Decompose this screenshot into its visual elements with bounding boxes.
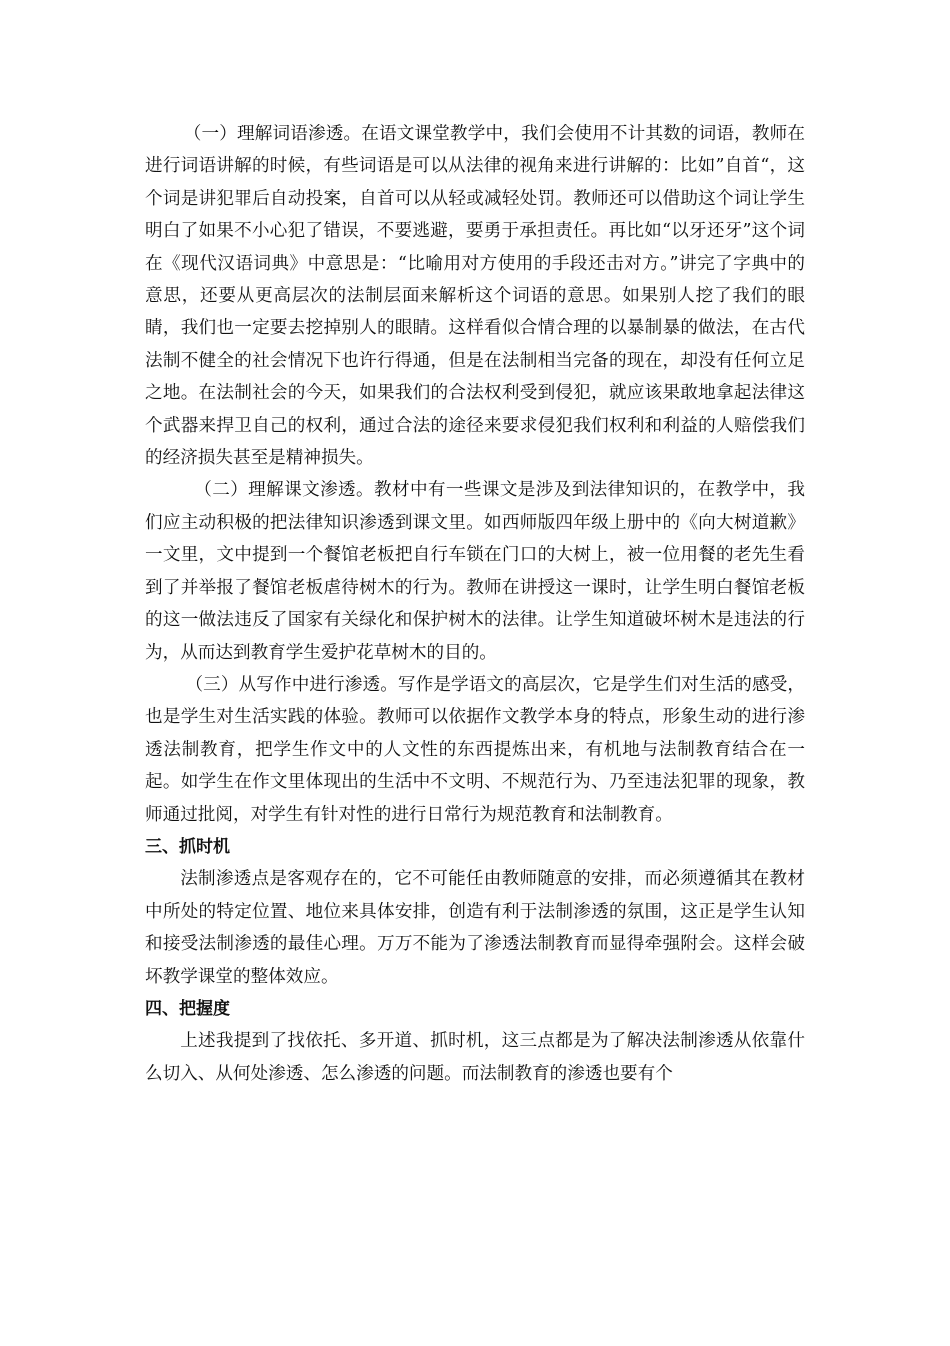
paragraph-writing-infiltration: （三）从写作中进行渗透。写作是学语文的高层次，它是学生们对生活的感受，也是学生对生活实践的体验。教师可以依据作文教学本身的特点，形象生动的进行渗透法制教育，把学生作文中的人文性的东西提炼出来，有机地与法制教育结合在一起。如学生在作文里体现出的生活中不文明、不规范行为、乃至违法犯罪的现象，教师通过批阅，对学生有针对性的进行日常行为规范教育和法制教育。 (145, 674, 805, 825)
section-heading-degree: 四、把握度 (145, 998, 230, 1019)
document-page (145, 118, 805, 1090)
paragraph-degree: 上述我提到了找依托、多开道、抓时机，这三点都是为了解决法制渗透从依靠什么切入、从何处渗透、怎么渗透的问题。而法制教育的渗透也要有个 (145, 1031, 805, 1084)
section-heading-timing: 三、抓时机 (145, 836, 230, 857)
paragraph-word-infiltration: （一）理解词语渗透。在语文课堂教学中，我们会使用不计其数的词语，教师在进行词语讲解的时候，有些词语是可以从法律的视角来进行讲解的：比如”自首“，这个词是讲犯罪后自动投案，自首可以从轻或减轻处罚。教师还可以借助这个词让学生明白了如果不小心犯了错误，不要逃避，要勇于承担责任。再比如“以牙还牙”这个词在《现代汉语词典》中意思是：“比喻用对方使用的手段还击对方。”讲完了字典中的意思，还要从更高层次的法制层面来解析这个词语的意思。如果别人挖了我们的眼睛，我们也一定要去挖掉别人的眼睛。这样看似合情合理的以暴制暴的做法，在古代法制不健全的社会情况下也许行得通，但是在法制相当完备的现在，却没有任何立足之地。在法制社会的今天，如果我们的合法权利受到侵犯，就应该果敢地拿起法律这个武器来捍卫自己的权利，通过合法的途径来要求侵犯我们权利和利益的人赔偿我们的经济损失甚至是精神损失。 (145, 124, 805, 469)
paragraph-text-infiltration: （二）理解课文渗透。教材中有一些课文是涉及到法律知识的，在教学中，我们应主动积极的把法律知识渗透到课文里。如西师版四年级上册中的《向大树道歉》一文里，文中提到一个餐馆老板把自行车锁在门口的大树上，被一位用餐的老先生看到了并举报了餐馆老板虐待树木的行为。教师在讲授这一课时，让学生明白餐馆老板的这一做法违反了国家有关绿化和保护树木的法律。让学生知道破坏树木是违法的行为，从而达到教育学生爱护花草树木的目的。 (145, 480, 805, 663)
paragraph-timing: 法制渗透点是客观存在的，它不可能任由教师随意的安排，而必须遵循其在教材中所处的特定位置、地位来具体安排，创造有利于法制渗透的氛围，这正是学生认知和接受法制渗透的最佳心理。万万不能为了渗透法制教育而显得牵强附会。这样会破坏教学课堂的整体效应。 (145, 869, 805, 987)
